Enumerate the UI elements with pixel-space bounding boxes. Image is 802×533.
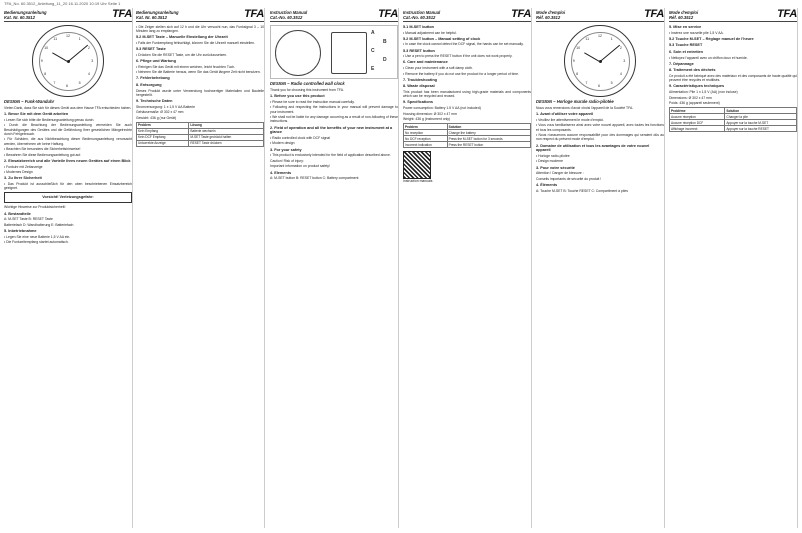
body-paragraph: • Remove the battery if you do not use the product for a longer period of time. xyxy=(403,71,519,76)
header-title: Mode d'emploi xyxy=(669,10,699,15)
body-paragraph: Power consumption: Battery 1.5 V AA (not included) xyxy=(403,105,481,110)
section-heading: 1. Before you use this product xyxy=(270,94,325,99)
section-heading: 7. Troubleshooting xyxy=(403,77,437,82)
clock-numeral: 9 xyxy=(40,59,43,63)
body-paragraph: • In case the clock cannot detect the DCF signal, the hands can be set manually. xyxy=(403,42,524,47)
body-paragraph: • Reinigen Sie das Gerät mit einem weichen, leicht feuchten Tuch. xyxy=(136,64,236,69)
manual-column-de xyxy=(4,8,133,528)
clock-numeral: 12 xyxy=(598,33,602,38)
body-paragraph: A: Touche M-SET B: Touche RESET C: Compartiment à piles xyxy=(536,188,628,193)
body-paragraph: • Manual adjustment can be helpful. xyxy=(403,30,457,35)
body-paragraph: Caution! Risk of injury: xyxy=(270,158,304,163)
part-label: C xyxy=(371,48,375,54)
clock-numeral: 12 xyxy=(66,33,70,38)
body-paragraph: • Beachten Sie besonders die Sicherheitshinweise! xyxy=(4,147,81,152)
table-cell: Incorrect indication xyxy=(404,142,448,148)
column-header xyxy=(4,8,132,22)
clock-numeral: 8 xyxy=(576,71,579,76)
body-paragraph: • This product is exclusively intended for the field of application described above. xyxy=(270,153,391,158)
body-paragraph: • Following and respecting the instructions in your manual will prevent damage to your instrument. xyxy=(270,105,398,114)
design-title: DESIGN – Horloge murale radio-pilotée xyxy=(536,99,614,104)
header-titles xyxy=(270,10,307,20)
body-paragraph: • Nehmen Sie die Batterie heraus, wenn Sie das Gerät längere Zeit nicht benutzen. xyxy=(136,70,261,75)
clock-numeral: 10 xyxy=(44,46,49,51)
tfa-logo: TFA xyxy=(644,8,664,20)
body-paragraph: Conseils importants de sécurité du produit ! xyxy=(536,176,602,181)
section-heading: 6. Pflege und Wartung xyxy=(136,59,176,63)
body-paragraph: • Das Produkt ist ausschließlich für den oben beschriebenen Einsatzbereich geeignet. xyxy=(4,181,132,191)
section-heading: 6. Soin et entretien xyxy=(669,49,703,54)
tfa-logo: TFA xyxy=(244,8,264,20)
header-catalog-number: Kat. Nr. 60.3512 xyxy=(136,15,167,20)
column-header xyxy=(403,8,531,22)
section-heading: 3. Pour votre sécurité xyxy=(536,165,575,170)
section-heading: 9. Caractéristiques techniques xyxy=(669,84,725,89)
body-paragraph: Dieses Produkt wurde unter Verwendung hochwertiger Materialien und Bauteile hergestellt. xyxy=(136,88,264,97)
table-cell: Problem xyxy=(137,122,189,128)
file-header: TFA_No. 60.3512_Anleitung_11_20 16.11.2020 10:19 Uhr Seite 1 xyxy=(4,1,121,6)
column-header xyxy=(270,8,398,22)
section-heading: 7. Fehlerbehebung xyxy=(136,76,170,81)
table-cell: Problème xyxy=(670,108,725,114)
header-titles xyxy=(4,10,47,20)
tfa-logo: TFA xyxy=(378,8,398,20)
clock-numeral: 6 xyxy=(66,84,68,89)
body-paragraph: • Nettoyez l'appareil avec un chiffon doux et humide. xyxy=(669,55,748,60)
table-cell: Press the RESET button xyxy=(447,142,530,148)
section-heading: 2. Einsatzbereich und alle Vorteile Ihres neuen Gerätes auf einen Blick xyxy=(4,158,131,163)
clock-numeral: 7 xyxy=(585,80,588,85)
body-paragraph: Stromversorgung: 1 x 1,5 V AA Batterie xyxy=(136,104,195,109)
body-paragraph: • Bewahren Sie diese Bedienungsanleitung gut auf. xyxy=(4,152,82,157)
manual-column-en2 xyxy=(403,8,532,528)
table-cell: M-SET Taste gedrückt halten xyxy=(189,134,264,140)
manual-column-fr xyxy=(536,8,665,528)
table-cell: Aucune réception xyxy=(670,114,725,120)
column-header xyxy=(536,8,664,22)
clock-center xyxy=(67,60,70,63)
header-catalog-number: Réf. 60.3512 xyxy=(669,15,694,20)
clock-numeral: 8 xyxy=(44,71,47,76)
section-heading: 5.3 RESET Taste xyxy=(136,47,166,52)
section-heading: 4. Elements xyxy=(270,170,292,175)
manual-column-fr2 xyxy=(669,8,798,528)
table-cell: Unkorrekte Anzeige xyxy=(137,140,189,146)
body-paragraph: • Legen Sie eine neue Batterie 1,5 V AA ein. xyxy=(4,234,71,239)
header-catalog-number: Cat.-No. 60.3512 xyxy=(270,15,303,20)
header-title: Instruction Manual xyxy=(270,10,308,15)
body-paragraph: Weight: 436 g (instrument only) xyxy=(403,117,451,122)
header-titles xyxy=(669,10,698,20)
body-paragraph: • Die Funkzeitempfang startet automatisch. xyxy=(4,240,69,245)
manual-column-en xyxy=(270,8,399,528)
table-row xyxy=(404,142,531,148)
table-cell: Kein Empfang xyxy=(137,128,189,134)
table-cell: RESET Taste drücken xyxy=(189,140,264,146)
tfa-logo: TFA xyxy=(511,8,531,20)
header-title: Mode d'emploi xyxy=(536,10,566,15)
body-paragraph: A: M-SET button B: RESET button C: Battery compartment xyxy=(270,176,359,181)
body-paragraph: • Modern design xyxy=(270,141,295,146)
section-heading: 5.3 Touche RESET xyxy=(669,43,703,48)
header-catalog-number: Kat. Nr. 60.3512 xyxy=(4,15,35,20)
part-label: E xyxy=(371,66,375,72)
body-paragraph: Important information on product safety! xyxy=(270,164,330,169)
header-title: Instruction Manual xyxy=(403,10,441,15)
body-paragraph: Housing dimension: Ø 302 x 47 mm xyxy=(403,111,457,116)
table-row xyxy=(670,126,797,132)
clock-numeral: 5 xyxy=(78,80,81,85)
body-paragraph: • Radio controlled clock with DCF signal xyxy=(270,135,330,140)
body-paragraph: Wichtige Hinweise zur Produktsicherheit! xyxy=(4,205,66,210)
clock-numeral: 2 xyxy=(619,46,622,51)
body-paragraph: • Vous vous familiariserez ainsi avec votre nouvel appareil, avec toutes les fonctions et tous les composants. xyxy=(536,123,664,132)
clock-center xyxy=(599,60,602,63)
header-catalog-number: Cat.-No. 60.3512 xyxy=(403,15,436,20)
header-title: Bedienungsanleitung xyxy=(136,10,179,15)
body-paragraph: • Drücken Sie die RESET Taste, um die Uhr zurückzusetzen. xyxy=(136,52,228,57)
column-header xyxy=(669,8,797,22)
body-paragraph: • Horloge radio-pilotée xyxy=(536,153,570,158)
body-paragraph: • Falls der Funkempfang fehlschlägt, können Sie die Uhrzeit manuell einstellen. xyxy=(136,41,255,45)
body-paragraph: Poids: 436 g (appareil seulement) xyxy=(669,101,720,106)
body-paragraph: Dimensions: Ø 302 x 47 mm xyxy=(669,95,712,100)
table-cell: Lösung xyxy=(189,122,264,128)
clock-numeral: 3 xyxy=(623,59,626,63)
body-paragraph: • Design moderne xyxy=(536,159,564,164)
section-heading: 5. Mise en service xyxy=(669,25,702,29)
section-heading: 3. Zu Ihrer Sicherheit xyxy=(4,176,42,181)
table-cell: Press the M-SET button for 3 seconds xyxy=(447,136,530,142)
body-paragraph: This product has been manufactured using high-grade materials and components which can be recycled and reused. xyxy=(403,89,531,99)
clock-illustration xyxy=(564,25,636,97)
troubleshooting-table xyxy=(669,107,797,132)
table-cell: Kein DCF Empfang xyxy=(137,134,189,140)
clock-numeral: 9 xyxy=(572,59,575,63)
body-paragraph: • Die Zeiger stellen sich auf 12 h und die Uhr versucht nun, das Funksignal 3 – 10 Minuten lang zu empfangen. xyxy=(136,25,264,34)
section-heading: 5. Inbetriebnahme xyxy=(4,228,37,233)
table-cell: Solution xyxy=(725,108,797,114)
body-paragraph: • Lesen Sie sich bitte die Bedienungsanleitung genau durch. xyxy=(4,117,95,122)
section-heading: 3. For your safety xyxy=(270,147,302,152)
clock-numeral: 7 xyxy=(53,80,56,85)
section-heading: 5.1 M-SET button xyxy=(403,25,435,29)
body-paragraph: • Insérez une nouvelle pile 1,5 V AA. xyxy=(669,30,724,35)
clock-numeral: 4 xyxy=(619,71,622,76)
section-heading: 5.2 Touche M-SET – Réglage manuel de l'heure xyxy=(669,36,754,41)
warning-title: Vorsicht! Verletzungsgefahr: xyxy=(42,195,94,200)
table-row xyxy=(137,140,264,146)
section-heading: 4. Éléments xyxy=(536,182,558,187)
body-paragraph: • Durch die Beachtung der Bedienungsanleitung vermeiden Sie auch Beschädigungen des Gerätes und die Gefährdung Ihrer gesetzlichen Mängelrechte durch Fehlgebrauch. xyxy=(4,123,132,136)
table-cell: Changer la pile xyxy=(725,114,797,120)
section-heading: 2. Field of operation and all the benefits of your new instrument at a glance xyxy=(270,125,393,135)
part-label: B xyxy=(383,39,387,45)
section-heading: 5.2 M-SET Taste – Manuelle Einstellung der Uhrzeit xyxy=(136,35,228,40)
body-paragraph: • Use a pen to press the RESET button if the unit does not work properly. xyxy=(403,54,513,59)
warning-box xyxy=(4,192,132,203)
section-heading: 8. Waste disposal xyxy=(403,84,435,89)
body-paragraph: • We shall not be liable for any damage occurring as a result of non-following of these instructions. xyxy=(270,115,398,124)
table-cell: Problem xyxy=(404,124,448,130)
section-heading: 9. Technische Daten xyxy=(136,98,173,103)
body-paragraph: • Für Schäden, die aus Nichtbeachtung dieser Bedienungsanleitung verursacht werden, übernehmen wir keine Haftung. xyxy=(4,137,132,146)
header-titles xyxy=(536,10,565,20)
design-title: DESIGN – Funk-Wanduhr xyxy=(4,99,55,104)
clock-back-view xyxy=(331,32,367,74)
body-paragraph: Ce produit a été fabriqué avec des matériaux et des composants de haute qualité qui peuvent être recyclés et réutilisés. xyxy=(669,73,797,83)
clock-front-view xyxy=(275,30,321,76)
section-heading: 1. Bevor Sie mit dem Gerät arbeiten xyxy=(4,112,69,117)
body-paragraph: Alimentation: Pile 1 x 1,5 V (AA) (non incluse) xyxy=(669,89,738,94)
section-heading: 7. Dépannage xyxy=(669,61,694,66)
table-cell: Appuyer sur la touche M-SET xyxy=(725,120,797,126)
manual-column-de2 xyxy=(136,8,265,528)
body-paragraph: • Veuillez lire attentivement le mode d'emploi. xyxy=(536,117,604,122)
section-heading: 5.3 RESET button xyxy=(403,48,435,53)
header-title: Bedienungsanleitung xyxy=(4,10,47,15)
body-paragraph: Thank you for choosing this instrument from TFA. xyxy=(270,88,344,92)
table-cell: No DCF reception xyxy=(404,136,448,142)
body-paragraph: • Nous n'assumons aucune responsabilité pour des dommages qui seraient dûs au non respect du présent mode d'emploi. xyxy=(536,133,664,142)
body-paragraph: • Modernes Design xyxy=(4,170,33,175)
table-cell: No reception xyxy=(404,130,448,136)
qr-code xyxy=(403,151,431,179)
section-heading: 8. Entsorgung xyxy=(136,82,162,87)
tfa-logo: TFA xyxy=(777,8,797,20)
body-paragraph: Attention ! Danger de blessure : xyxy=(536,171,584,176)
header-titles xyxy=(136,10,179,20)
body-paragraph: Batteriefach D: Wandhalterung E: Batteriefach xyxy=(4,222,74,227)
design-title: DESIGN – Radio controlled wall clock xyxy=(270,81,345,86)
troubleshooting-table xyxy=(403,123,531,148)
table-cell: Appuyer sur la touche RESET xyxy=(725,126,797,132)
clock-numeral: 1 xyxy=(78,37,81,42)
clock-numeral: 3 xyxy=(91,59,94,63)
part-label: D xyxy=(383,57,387,63)
section-heading: 2. Domaine de utilisation et tous les avantages de votre nouvel appareil xyxy=(536,143,650,153)
body-paragraph: A: M-SET Taste B: RESET Taste xyxy=(4,217,53,222)
clock-numeral: 11 xyxy=(585,37,590,42)
clock-numeral: 4 xyxy=(87,71,90,76)
body-paragraph: Gehäusemaße: Ø 302 x 47 mm xyxy=(136,110,184,115)
section-heading: 8. Traitement des déchets xyxy=(669,68,716,73)
table-cell: Affichage incorrect xyxy=(670,126,725,132)
parts-diagram xyxy=(270,25,398,79)
section-heading: 1. Avant d'utiliser votre appareil xyxy=(536,112,594,117)
table-cell: Solution xyxy=(447,124,530,130)
section-heading: 4. Bestandteile xyxy=(4,211,31,216)
clock-numeral: 11 xyxy=(53,37,58,42)
header-catalog-number: Réf. 60.3512 xyxy=(536,15,561,20)
qr-caption: Instruction manuals xyxy=(403,179,433,184)
section-heading: 9. Specifications xyxy=(403,100,433,105)
table-cell: Change the battery xyxy=(447,130,530,136)
body-paragraph: Nous vous remercions d'avoir choisi l'appareil de la Société TFA. xyxy=(536,106,634,110)
column-header xyxy=(136,8,264,22)
header-titles xyxy=(403,10,440,20)
body-paragraph: • Funkuhr mit Zeitanzeige xyxy=(4,164,43,169)
section-heading: 6. Care and maintenance xyxy=(403,60,448,65)
table-cell: Batterie wechseln xyxy=(189,128,264,134)
part-label: A xyxy=(371,30,375,36)
clock-numeral: 10 xyxy=(576,46,581,51)
table-cell: Aucune réception DCF xyxy=(670,120,725,126)
body-paragraph: • Please be sure to read the instruction manual carefully. xyxy=(270,99,355,104)
body-paragraph: • Clean your instrument with a soft damp cloth. xyxy=(403,65,473,70)
clock-illustration xyxy=(32,25,104,97)
clock-numeral: 1 xyxy=(610,37,613,42)
clock-numeral: 5 xyxy=(610,80,613,85)
section-heading: 5.2 M-SET button – Manual setting of clock xyxy=(403,36,481,41)
tfa-logo: TFA xyxy=(112,8,132,20)
clock-numeral: 2 xyxy=(87,46,90,51)
troubleshooting-table xyxy=(136,122,264,147)
body-paragraph: Gewicht: 436 g (nur Gerät) xyxy=(136,115,177,120)
clock-numeral: 6 xyxy=(598,84,600,89)
body-paragraph: Vielen Dank, dass Sie sich für dieses Gerät aus dem Hause TFA entschieden haben. xyxy=(4,106,132,110)
